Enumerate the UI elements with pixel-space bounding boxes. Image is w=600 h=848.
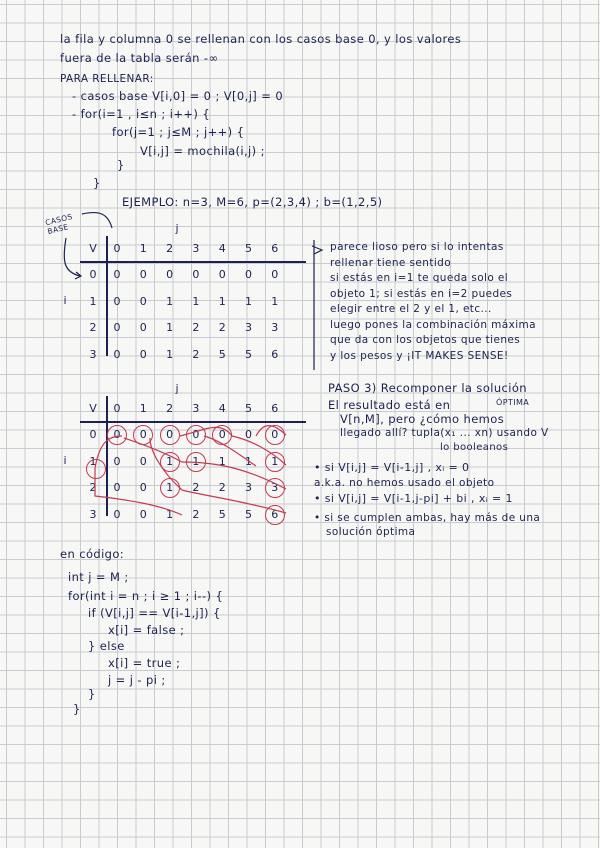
- table2-cell: 2: [192, 507, 200, 521]
- table2-cell: 2: [218, 481, 226, 494]
- table1-cell: 0: [113, 321, 121, 334]
- table2-row-header: 2: [89, 481, 97, 494]
- table1-cell: 3: [245, 321, 252, 334]
- table1-col-header: 5: [245, 242, 252, 255]
- table1-cell: 1: [271, 294, 279, 308]
- table1-cell: 0: [113, 294, 121, 308]
- intro-line-1: la fila y columna 0 se rellenan con los casos base 0, y los valores: [60, 32, 462, 46]
- table1-cell: 2: [192, 347, 200, 361]
- table2-cell: 1: [218, 454, 226, 468]
- table1-cell: 1: [166, 347, 174, 361]
- table2-corner: V: [89, 402, 97, 415]
- code-line-5: } else: [88, 639, 125, 653]
- note-line: objeto 1; si estás en i=2 puedes: [330, 287, 513, 300]
- table1-cell: 5: [245, 347, 252, 361]
- step3-bullet-3-note: solución óptima: [326, 526, 416, 538]
- table2-col-header: 6: [271, 402, 279, 415]
- step3-line-4: lo booleanos: [440, 442, 509, 453]
- table1-cell: 0: [139, 347, 147, 361]
- table2-col-header: 5: [245, 402, 252, 415]
- table2-row-header: 0: [89, 428, 97, 441]
- step3-bullet-1: • si V[i,j] = V[i-1,j] , xᵢ = 0: [314, 461, 470, 474]
- note-line: luego pones la combinación máxima: [330, 318, 537, 331]
- code-line-4: x[i] = false ;: [108, 623, 185, 637]
- code-line-1: int j = M ;: [68, 570, 129, 584]
- table2-cell: 1: [245, 454, 252, 468]
- table1-cell: 1: [166, 321, 174, 334]
- table2-cell: 0: [139, 481, 147, 494]
- table1-cell: 1: [192, 294, 200, 308]
- table2-cell: 0: [139, 507, 147, 521]
- step3-line-3: llegado allí? tupla(x₁ ... xn) usando V: [340, 427, 549, 439]
- table2-cell: 3: [245, 481, 252, 494]
- fill-close-outer: }: [93, 176, 101, 190]
- table2-col-header: 0: [113, 402, 121, 415]
- table2-cell: 1: [166, 481, 174, 494]
- table1-row-header: 1: [89, 294, 97, 308]
- note-line: y los pesos y ¡IT MAKES SENSE!: [330, 349, 509, 362]
- code-heading: en código:: [60, 547, 125, 561]
- table1-j-label: j: [175, 222, 179, 235]
- table1-cell: 0: [139, 294, 147, 308]
- casos-base-tag: CASOS BASE: [44, 211, 74, 237]
- table1-cell: 0: [166, 268, 174, 281]
- note-line: parece lioso pero si lo intentas: [330, 241, 504, 253]
- table2-cell: 0: [271, 428, 279, 441]
- table2-row-header: 1: [89, 454, 97, 468]
- table2-cell: 0: [139, 428, 147, 441]
- table1-cell: 0: [192, 268, 200, 281]
- table1-cell: 2: [192, 321, 200, 334]
- table1-cell: 0: [139, 321, 147, 334]
- table1-cell: 0: [271, 268, 279, 281]
- table2-cell: 0: [113, 507, 121, 521]
- table2-j-label: j: [175, 382, 179, 395]
- step3-line-2: V[n,M], pero ¿cómo hemos: [340, 412, 505, 426]
- fill-close-inner: }: [117, 158, 125, 172]
- table2-cell: 3: [271, 481, 279, 494]
- table1-row-header: 0: [89, 268, 97, 281]
- step3-bullet-3: • si se cumplen ambas, hay más de una: [314, 512, 541, 524]
- table1-cell: 1: [218, 294, 226, 308]
- note-line: rellenar tiene sentido: [330, 256, 452, 269]
- table1-row-header: 2: [89, 321, 97, 334]
- table1-cell: 2: [218, 321, 226, 334]
- table2-cell: 0: [192, 428, 200, 441]
- fill-loop-j: for(j=1 ; j≤M ; j++) {: [112, 125, 245, 139]
- table2-cell: 0: [113, 428, 121, 441]
- table1-row-header: 3: [89, 347, 97, 361]
- table2-cell: 1: [166, 507, 174, 521]
- fill-base-cases: - casos base V[i,0] = 0 ; V[0,j] = 0: [72, 89, 284, 103]
- fill-heading: PARA RELLENAR:: [60, 73, 154, 85]
- table2-cell: 1: [192, 454, 200, 468]
- table2-cell: 0: [166, 428, 174, 441]
- table2-cell: 2: [192, 481, 200, 494]
- table2-col-header: 2: [166, 402, 174, 415]
- intro-line-2: fuera de la tabla serán -∞: [60, 51, 219, 65]
- table1-col-header: 3: [192, 242, 200, 255]
- table1-cell: 0: [139, 268, 147, 281]
- table2-col-header: 3: [192, 402, 200, 415]
- code-line-8: }: [88, 687, 96, 701]
- step3-optima: ÓPTIMA: [496, 398, 530, 407]
- table2-cell: 1: [271, 454, 279, 468]
- step3-title: PASO 3) Recomponer la solución: [328, 381, 527, 395]
- table2-col-header: 1: [139, 402, 147, 415]
- table2-cell: 1: [166, 454, 174, 468]
- table2-cell: 0: [113, 481, 121, 494]
- table1-col-header: 2: [166, 242, 174, 255]
- table1-cell: 5: [218, 347, 226, 361]
- table1-col-header: 0: [113, 242, 121, 255]
- table1-cell: 0: [245, 268, 252, 281]
- code-line-2: for(int i = n ; i ≥ 1 ; i--) {: [68, 589, 224, 603]
- step3-line-1: El resultado está en: [328, 398, 451, 412]
- table2-cell: 6: [271, 507, 279, 521]
- table2-cell: 5: [245, 507, 252, 521]
- table1-cell: 1: [166, 294, 174, 308]
- table2-row-header: 3: [89, 507, 97, 521]
- table1-col-header: 6: [271, 242, 279, 255]
- table1-col-header: 4: [218, 242, 226, 255]
- table1-cell: 3: [271, 321, 279, 334]
- table1-col-header: 1: [139, 242, 147, 255]
- code-line-6: x[i] = true ;: [108, 656, 181, 670]
- step3-bullet-1-note: a.k.a. no hemos usado el objeto: [314, 477, 495, 489]
- table1-cell: 1: [245, 294, 252, 308]
- fill-assign: V[i,j] = mochila(i,j) ;: [140, 144, 265, 158]
- code-line-7: j = j - pi ;: [108, 673, 166, 687]
- table2-cell: 5: [218, 507, 226, 521]
- code-line-3: if (V[i,j] == V[i-1,j]) {: [88, 606, 221, 620]
- table1-i-label: i: [63, 294, 67, 307]
- table2-col-header: 4: [218, 402, 226, 415]
- table1-cell: 0: [218, 268, 226, 281]
- table2-cell: 0: [245, 428, 252, 441]
- step3-bullet-2: • si V[i,j] = V[i-1,j-pi] + bi , xᵢ = 1: [314, 492, 513, 505]
- table1-cell: 0: [113, 347, 121, 361]
- note-line: que da con los objetos que tienes: [330, 334, 521, 346]
- table1-cell: 0: [113, 268, 121, 281]
- note-line: si estás en i=1 te queda solo el: [330, 272, 509, 284]
- note-line: elegir entre el 2 y el 1, etc...: [330, 303, 492, 315]
- table2-cell: 0: [218, 428, 226, 441]
- example-line: EJEMPLO: n=3, M=6, p=(2,3,4) ; b=(1,2,5): [122, 195, 383, 209]
- table2-cell: 0: [113, 454, 121, 468]
- code-line-9: }: [73, 702, 81, 716]
- table2-cell: 0: [139, 454, 147, 468]
- fill-loop-i: - for(i=1 , i≤n ; i++) {: [72, 107, 211, 121]
- table2-i-label: i: [63, 454, 67, 467]
- table1-cell: 6: [271, 347, 279, 361]
- table1-corner: V: [89, 242, 97, 255]
